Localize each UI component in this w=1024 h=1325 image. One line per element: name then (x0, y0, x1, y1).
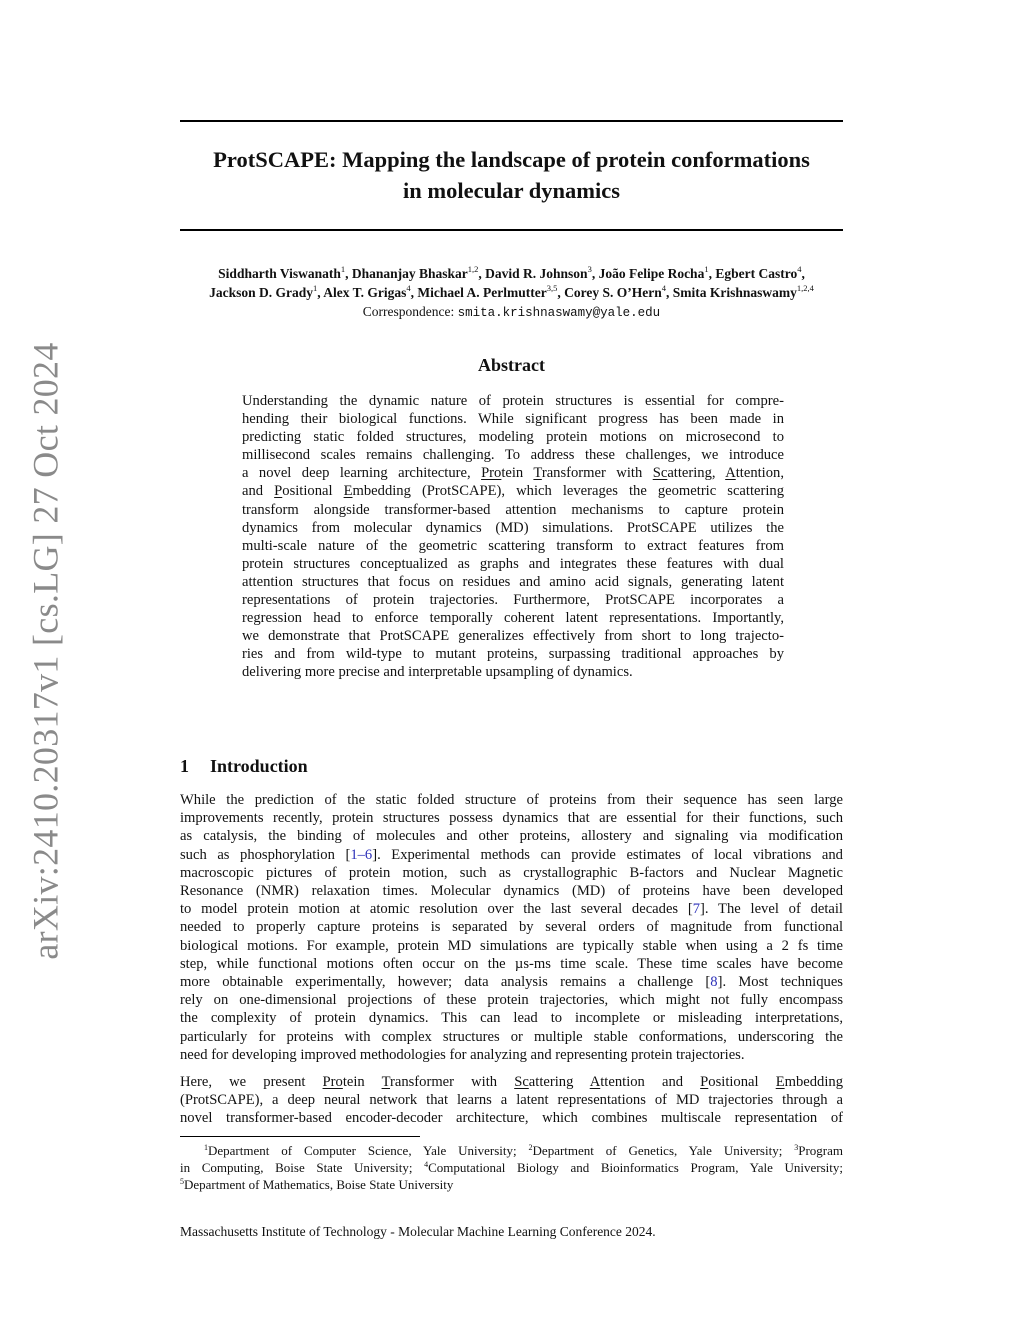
author-affiliation: 4 (661, 283, 666, 293)
author-affiliation: 4 (406, 283, 411, 293)
intro-paragraph-2 (180, 1073, 843, 1128)
arxiv-identifier: arXiv:2410.20317v1 [cs.LG] 27 Oct 2024 (26, 342, 66, 960)
abstract-line: millisecond scales remains challenging. To address these challenges, we introduce (242, 447, 784, 464)
citation-link[interactable]: 8 (710, 974, 718, 991)
footnote-line: $^5$Department of Mathematics, Boise State University (180, 1177, 454, 1192)
author-affiliation: 1,2 (467, 264, 479, 274)
author-line-2: Jackson D. Grady$^1$, Alex T. Grigas$^4$, Michael A. Perlmutter$^{3,5}$, Corey S. O’Hern$^4$, Smita Krishnaswamy$^{1,2,4}$ (209, 283, 814, 300)
title-bottom-rule (180, 229, 843, 231)
intro-line: Resonance (NMR) relaxation times. Molecular dynamics (MD) of proteins have been developed (180, 883, 843, 900)
intro-line: need for developing improved methodologies for analyzing and representing protein trajectories. (180, 1046, 745, 1063)
intro-line: needed to properly capture proteins is separated by several orders of magnitude from functional (180, 919, 843, 936)
author-name: Alex T. Grigas (323, 285, 407, 300)
citation-link[interactable]: 7 (692, 901, 701, 918)
section-number: 1 (180, 756, 189, 776)
abstract-line: delivering more precise and interpretable upsampling of dynamics. (242, 664, 633, 681)
intro-line: the complexity of protein dynamics. This can lead to incomplete or misleading interpretations, (180, 1010, 843, 1027)
intro-line: Here, we present Protein Transformer with Scattering Attention and Positional Embedding (180, 1074, 843, 1091)
acronym-letter: Pro (322, 1074, 343, 1091)
intro-line: improvements recently, protein structures possess dynamics that are essential for their functions, such (180, 810, 843, 827)
title-line-2: in molecular dynamics (402, 178, 621, 203)
abstract-line: multi-scale nature of the geometric scattering transform to extract features from (242, 537, 784, 554)
arxiv-sidebar (22, 342, 70, 960)
intro-line: biological motions. For example, protein MD simulations are typically stable when using a 2 fs time (180, 937, 843, 954)
abstract-line: attention structures that focus on residues and amino acid signals, generating latent (242, 573, 784, 590)
acronym-letter: P (274, 483, 283, 500)
abstract-line: hending their biological functions. While significant progress has been made in (242, 411, 784, 428)
acronym-letter: Sc (514, 1074, 529, 1091)
acronym-letter: Pro (481, 465, 502, 482)
author-name: David R. Johnson (485, 266, 588, 281)
abstract-line: we demonstrate that ProtSCAPE generalizes effectively from short to long trajecto- (242, 628, 784, 645)
intro-line: (ProtSCAPE), a deep neural network that learns a latent representations of MD trajectories through a (180, 1092, 843, 1109)
author-affiliation: 3 (587, 264, 592, 274)
acronym-letter: T (381, 1074, 390, 1091)
author-name: Corey S. O’Hern (564, 285, 662, 300)
intro-line: more obtainable experimentally, however; data analysis remains a challenge [8]. Most techniques (180, 974, 843, 991)
intro-line: particularly for proteins with complex structures or multiple stable conformations, underscoring the (180, 1028, 843, 1045)
author-name: Siddharth Viswanath (218, 266, 341, 281)
acronym-letter: P (700, 1074, 709, 1091)
intro-line: step, while functional motions often occur on the µs-ms time scale. These time scales have become (180, 955, 843, 972)
author-name: Jackson D. Grady (209, 285, 314, 300)
intro-line: as catalysis, the binding of molecules and other proteins, allostery and signaling via modification (180, 828, 843, 845)
abstract-line: protein structures conceptualized as graphs and integrates these features with dual (242, 555, 784, 572)
abstract-line: Understanding the dynamic nature of protein structures is essential for compre- (242, 393, 784, 409)
paper-title (180, 144, 843, 206)
author-line-1: Siddharth Viswanath$^1$, Dhananjay Bhaskar$^{1,2}$, David R. Johnson$^3$, João Felipe Rocha$^1$, Egbert Castro$^4$, (218, 264, 805, 281)
citation-link[interactable]: 1–6 (350, 846, 373, 863)
footnote-line: in Computing, Boise State University; $^4$Computational Biology and Bioinformatics Program, Yale University; (180, 1160, 843, 1175)
title-top-rule (180, 120, 843, 122)
abstract-line: a novel deep learning architecture, Protein Transformer with Scattering, Attention, (242, 465, 784, 482)
acronym-letter: Sc (652, 465, 668, 482)
author-affiliation: 1,2,4 (796, 283, 814, 293)
title-line-1: ProtSCAPE: Mapping the landscape of protein conformations (213, 147, 810, 172)
author-affiliation: 1 (704, 264, 709, 274)
section-heading-introduction (180, 756, 308, 777)
author-name: João Felipe Rocha (598, 266, 705, 281)
author-affiliation: 4 (797, 264, 802, 274)
author-name: Michael A. Perlmutter (417, 285, 547, 300)
intro-line: to model protein motion at atomic resolution over the last several decades [7]. The level of detail (180, 901, 843, 918)
abstract-line: and Positional Embedding (ProtSCAPE), which leverages the geometric scattering (242, 483, 784, 500)
abstract-line: transform alongside transformer-based attention mechanisms to capture protein (242, 501, 784, 518)
footnote-line: $^1$Department of Computer Science, Yale University; $^2$Department of Genetics, Yale University; $^3$Program (204, 1143, 843, 1158)
abstract-line: ries and from wild-type to mutant proteins, surpassing traditional approaches by (242, 646, 784, 663)
affiliation-footnote (180, 1142, 843, 1193)
acronym-letter: A (589, 1074, 601, 1091)
author-affiliation: 1 (340, 264, 346, 274)
intro-line: macroscopic pictures of protein motion, such as crystallographic B-factors and Nuclear Magnetic (180, 864, 843, 881)
correspondence-label: Correspondence: (362, 304, 455, 319)
author-name: Dhananjay Bhaskar (351, 266, 468, 281)
abstract-line: regression head to enforce temporally coherent latent representations. Importantly, (242, 610, 784, 627)
intro-line: While the prediction of the static folded structure of proteins from their sequence has seen large (180, 792, 843, 808)
intro-line: rely on one-dimensional projections of these protein trajectories, which might not fully encompass (180, 992, 843, 1009)
acronym-letter: E (343, 483, 353, 500)
abstract-line: representations of protein trajectories. Furthermore, ProtSCAPE incorporates a (242, 592, 784, 609)
introduction-body (180, 791, 843, 1128)
abstract-heading: Abstract (478, 355, 545, 375)
abstract-line: predicting static folded structures, modeling protein motions on microsecond to (242, 429, 784, 446)
footnote-rule (180, 1136, 420, 1137)
acronym-letter: E (775, 1074, 785, 1091)
conference-note: Massachusetts Institute of Technology - Molecular Machine Learning Conference 2024. (180, 1224, 656, 1239)
intro-line: such as phosphorylation [1–6]. Experimental methods can provide estimates of local vibrations and (180, 846, 843, 863)
author-block (150, 264, 873, 323)
abstract-body (242, 392, 784, 682)
correspondence-email[interactable]: smita.krishnaswamy@yale.edu (457, 306, 661, 320)
acronym-letter: A (725, 465, 736, 482)
author-name: Egbert Castro (715, 266, 798, 281)
acronym-letter: T (533, 465, 542, 482)
author-name: Smita Krishnaswamy (672, 285, 797, 300)
correspondence-line (150, 302, 873, 323)
author-affiliation: 3,5 (546, 283, 558, 293)
section-title: Introduction (210, 756, 308, 776)
abstract-line: dynamics from molecular dynamics (MD) simulations. ProtSCAPE utilizes the (242, 519, 784, 536)
author-affiliation: 1 (313, 283, 318, 293)
intro-paragraph-1 (180, 791, 843, 1064)
intro-line: novel transformer-based encoder-decoder architecture, which combines multiscale representation of (180, 1110, 843, 1127)
